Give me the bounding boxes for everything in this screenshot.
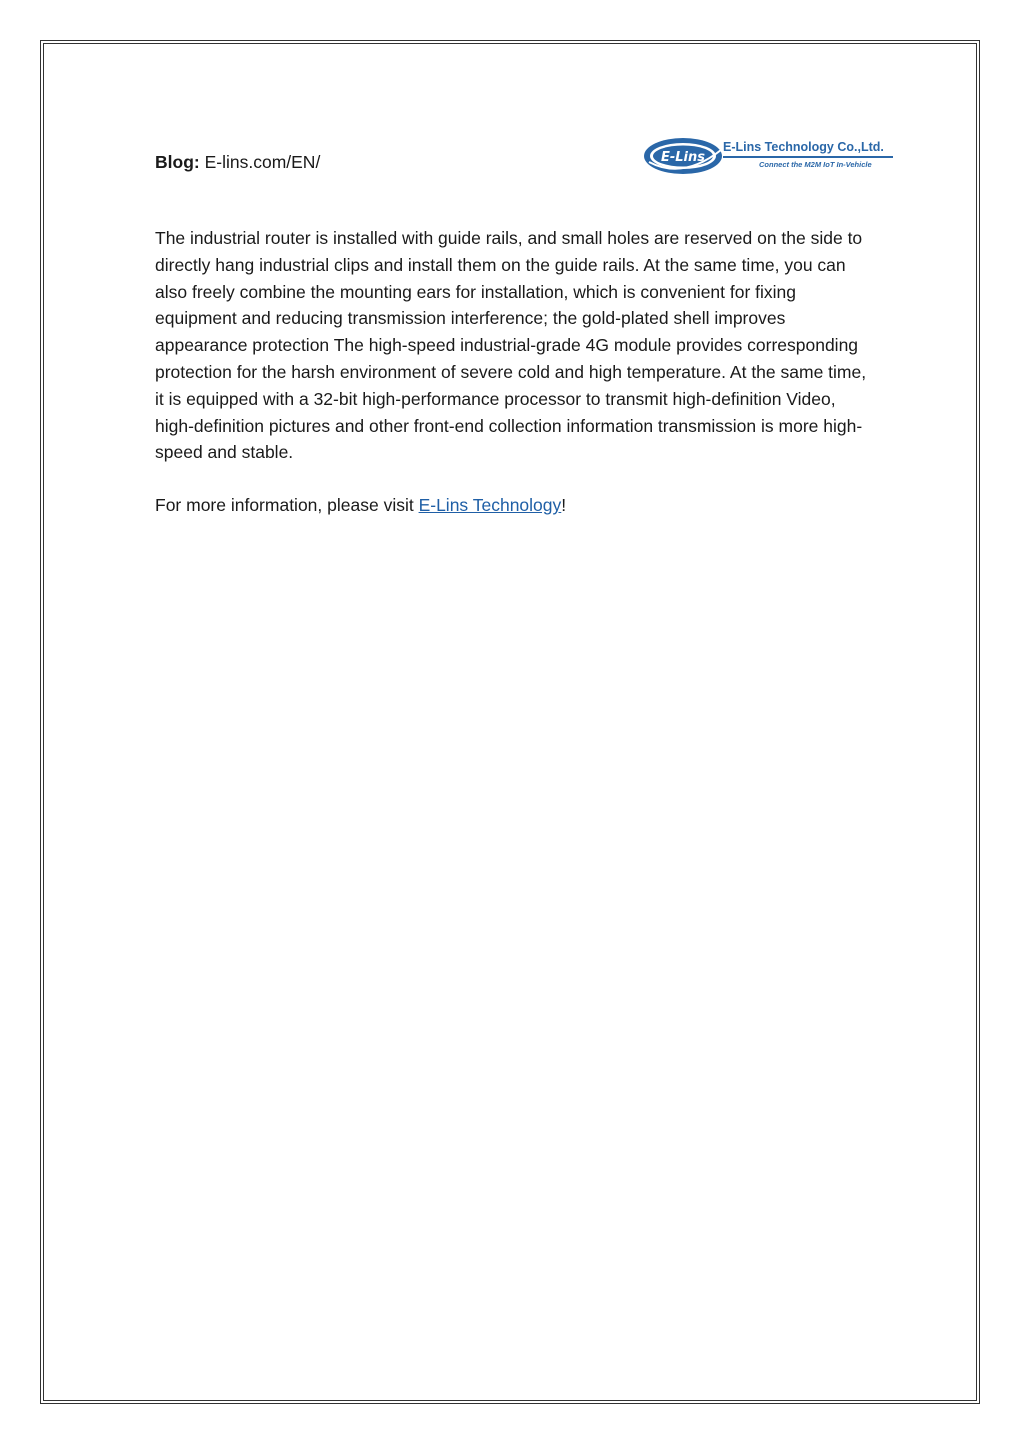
logo-mark-text: E-Lins [660, 150, 706, 165]
more-info-line [155, 492, 875, 519]
e-lins-technology-link[interactable]: E-Lins Technology [418, 495, 562, 516]
logo-mark-icon [643, 136, 725, 176]
logo-tagline: Connect the M2M IoT In-Vehicle [759, 159, 872, 169]
body-paragraph: The industrial router is installed with guide rails, and small holes are reserved on the side to directly hang industrial clips and install them on the guide rails. At the same time, you can also freely combine the mounting ears for installation, which is convenient for fixing equipment and reducing transmission interference; the gold-plated shell improves appearance protection The high-speed industrial-grade 4G module provides corresponding protection for the harsh environment of severe cold and high temperature. At the same time, it is equipped with a 32-bit high-performance processor to transmit high-definition Video, high-definition pictures and other front-end collection information transmission is more high-speed and stable. [155, 228, 867, 463]
logo-text-block [723, 140, 899, 170]
company-logo [643, 134, 898, 178]
document-header [155, 130, 884, 190]
more-info-suffix: ! [561, 495, 567, 516]
blog-line [155, 151, 320, 173]
more-info-prefix: For more information, please visit [155, 495, 419, 516]
blog-label: Blog: [155, 152, 200, 172]
blog-url: E-lins.com/EN/ [204, 152, 321, 172]
document-content [155, 130, 884, 519]
logo-divider [723, 156, 893, 158]
logo-company-name: E-Lins Technology Co.,Ltd. [723, 140, 884, 154]
